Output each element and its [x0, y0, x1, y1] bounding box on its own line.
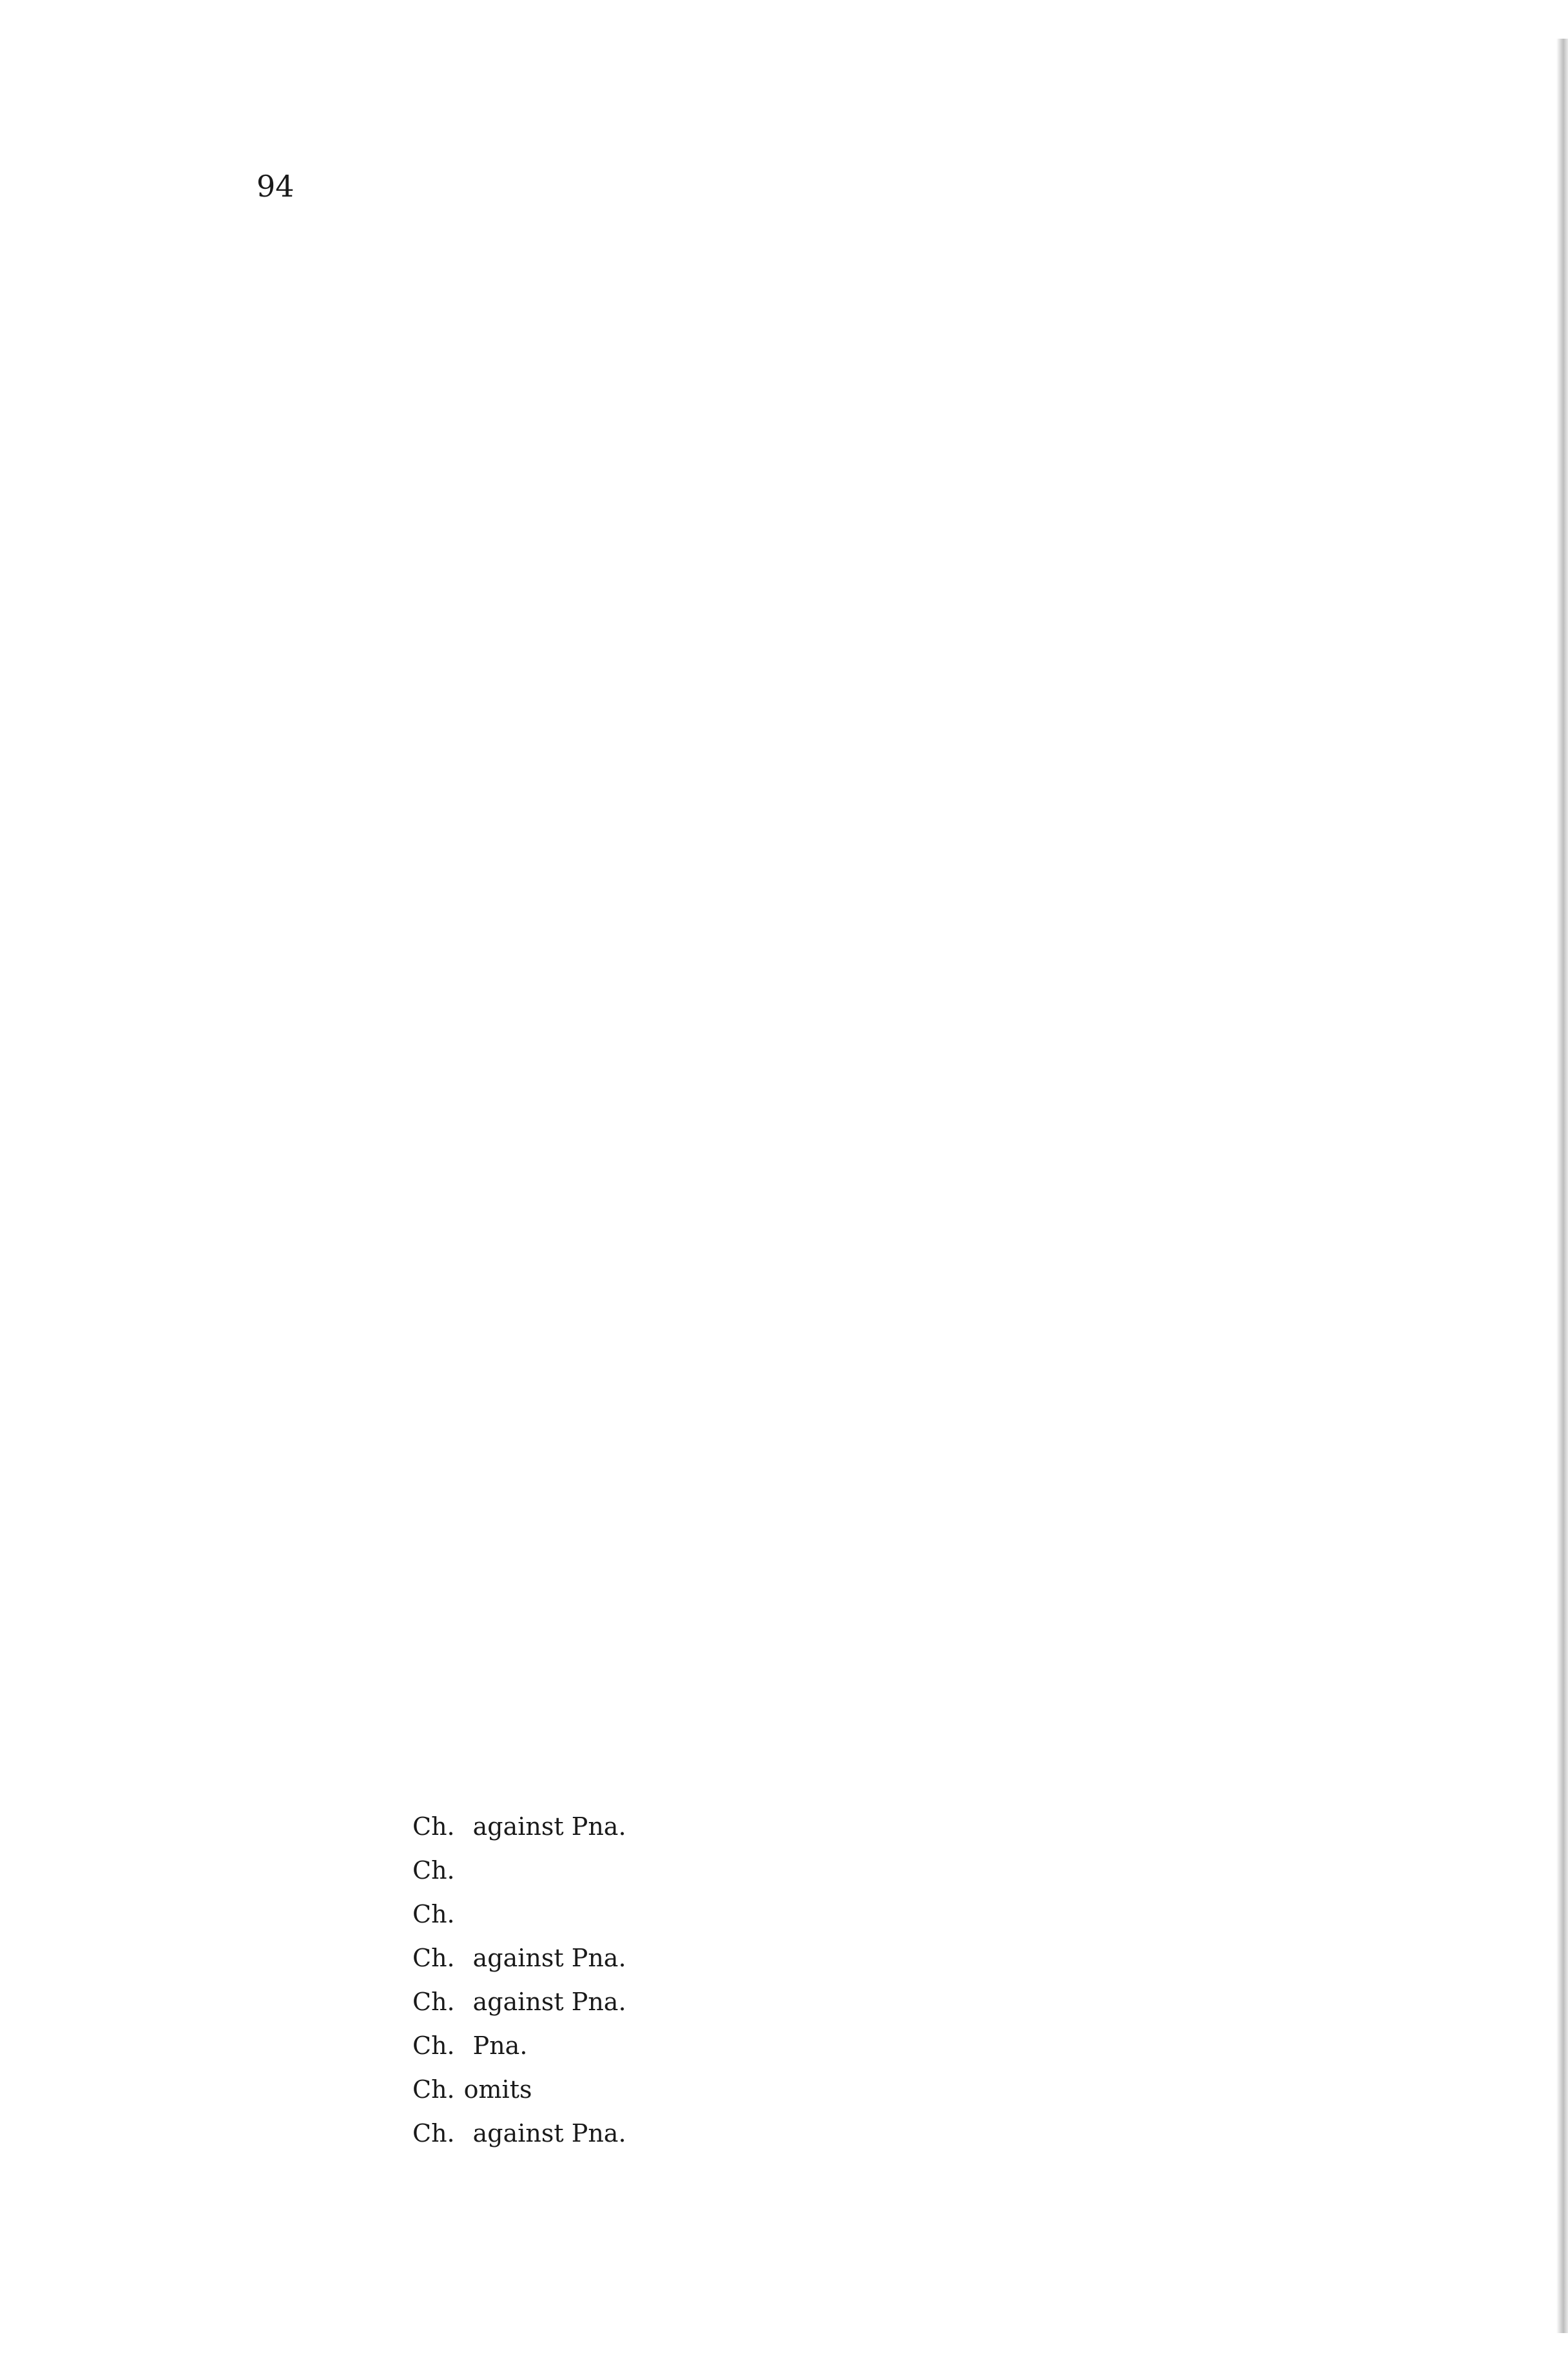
footnote [342, 1892, 1115, 1936]
commentary-paragraph [245, 1560, 1426, 1772]
footnote [342, 1848, 1115, 1892]
footnote [342, 1980, 1115, 2024]
footnote-source: Ch. [412, 1900, 455, 1928]
footnote-source: Ch. [412, 1856, 455, 1885]
footnote-source: Ch. [412, 2119, 455, 2147]
footnote-note: omits [463, 2075, 532, 2104]
karika-verse-line [477, 1426, 1181, 1490]
footnote-note: Pna. [472, 2031, 528, 2060]
commentary-paragraph [245, 1290, 1426, 1361]
footnote-source: Ch. [412, 1988, 455, 2016]
footnote [342, 2111, 1115, 2155]
footnote [342, 1805, 1115, 1848]
page-number: 94 [256, 169, 295, 204]
footnote-source: Ch. [412, 2031, 455, 2060]
footnote-number [342, 2004, 412, 2010]
page-header [256, 169, 1420, 227]
page-edge-shadow [1556, 39, 1568, 2333]
footnote [342, 1936, 1115, 1980]
footnote-number [342, 2135, 412, 2142]
footnotes [342, 1805, 1115, 2155]
commentary-paragraph [245, 289, 1426, 1288]
footnote-note: against Pna. [472, 1944, 626, 1972]
footnote-note: against Pna. [472, 1812, 626, 1841]
footnote-note: against Pna. [472, 2119, 626, 2147]
footnote-number [342, 1960, 412, 1966]
footnote-source: Ch. [412, 1944, 455, 1972]
footnote-note: against Pna. [472, 1988, 626, 2016]
footnote-number [342, 1828, 412, 1835]
footnote-source: Ch. [412, 2075, 455, 2104]
footnote-number [342, 2091, 412, 2098]
footnote-number [342, 2048, 412, 2054]
footnote [342, 2068, 1115, 2111]
karika-verse-line [735, 1366, 1426, 1431]
footnote-number [342, 1916, 412, 1923]
footnote-source: Ch. [412, 1812, 455, 1841]
footnote-number [342, 1872, 412, 1879]
footnote [342, 2024, 1115, 2068]
